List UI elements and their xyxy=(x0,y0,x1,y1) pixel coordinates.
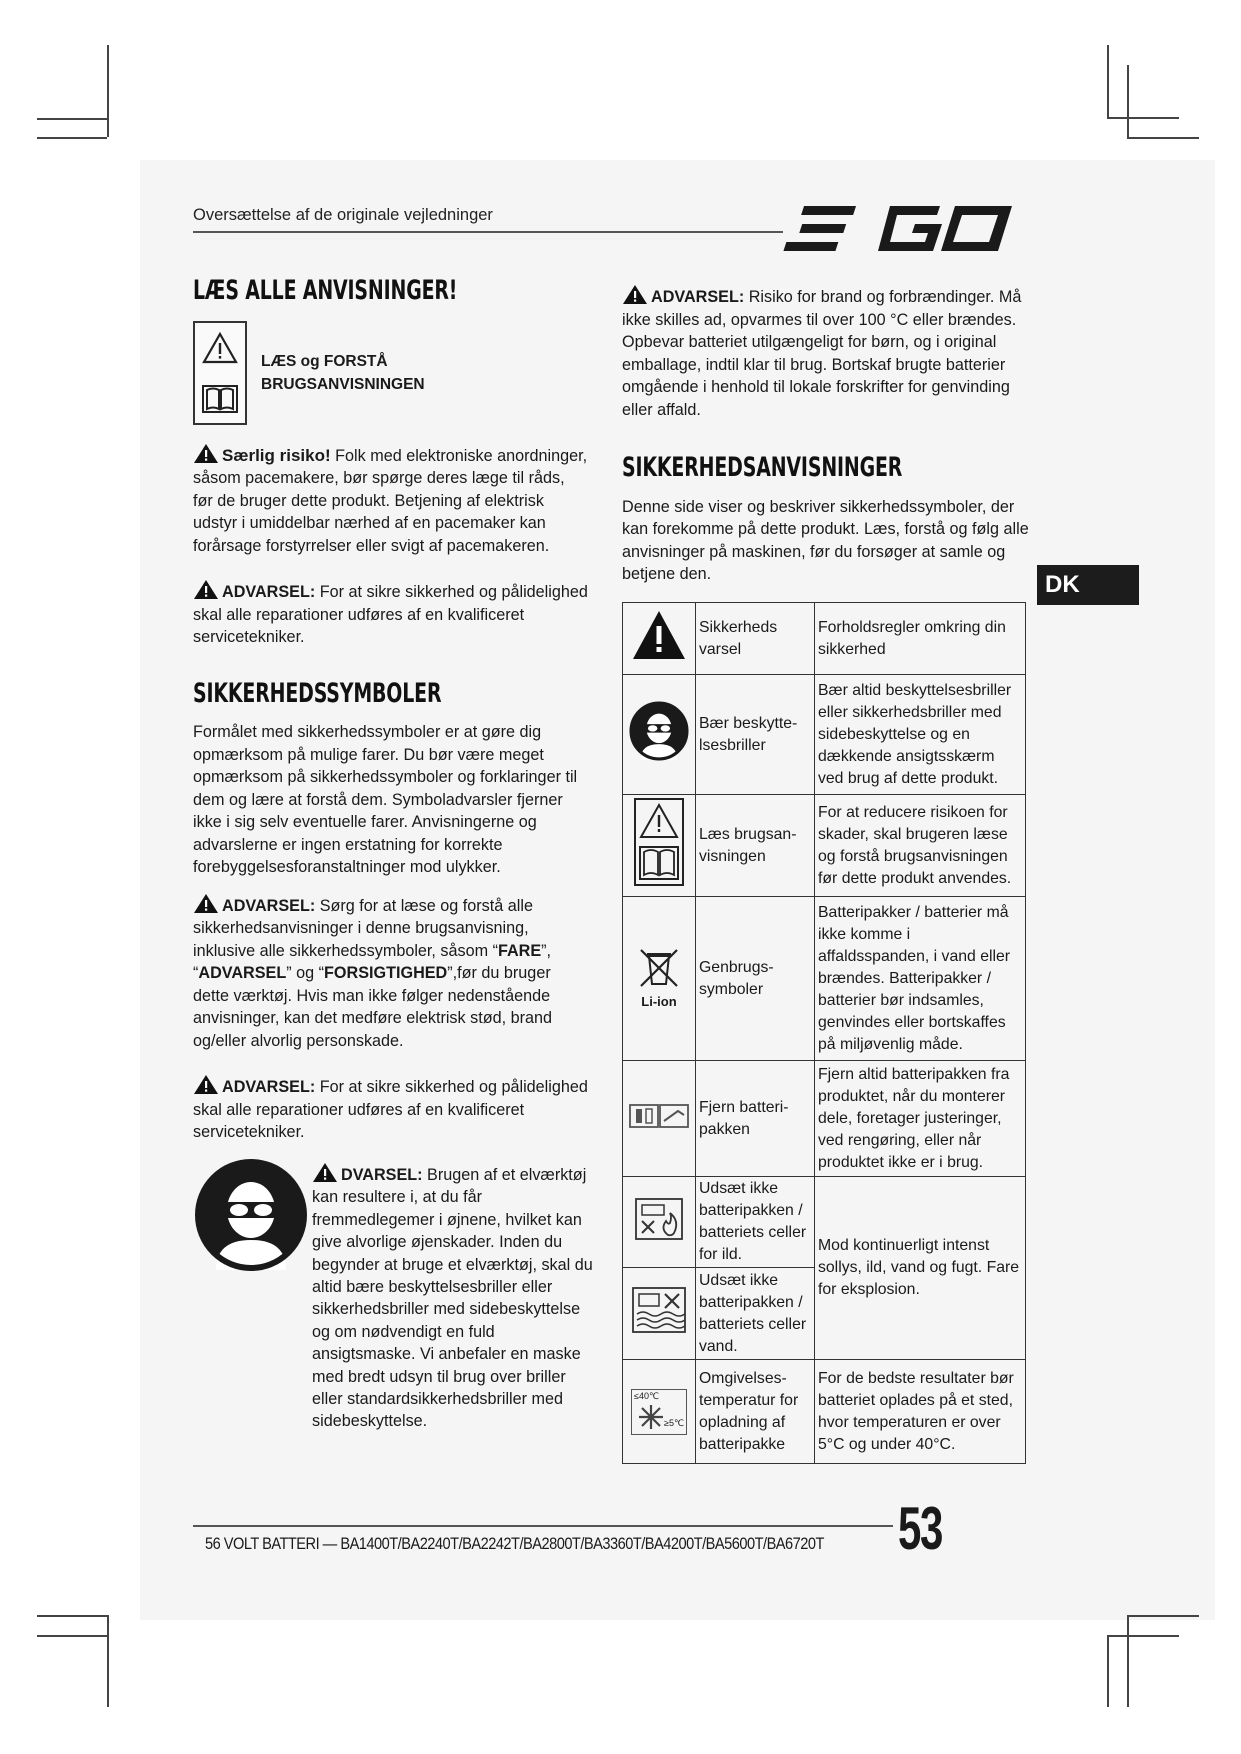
crop-mark xyxy=(107,1615,109,1707)
symbol-icon-cell xyxy=(623,795,696,897)
read-manual-icon xyxy=(633,797,685,887)
ego-logo xyxy=(800,200,1020,261)
crop-mark xyxy=(1127,1615,1129,1707)
symbol-name: Omgivelses-temperatur for opladning af batteripakke xyxy=(696,1360,815,1464)
symbol-name: Udsæt ikke batteripakken / batteriets celler vand. xyxy=(696,1268,815,1360)
warning-icon xyxy=(193,579,219,600)
li-ion-label: Li-ion xyxy=(641,994,677,1009)
table-row xyxy=(623,1061,1026,1177)
symbol-name: Genbrugs-symboler xyxy=(696,897,815,1061)
special-risk-label: Særlig risiko! xyxy=(222,445,331,465)
read-manual-line1: LÆS og FORSTÅ xyxy=(261,352,388,370)
footer-model-text: 56 VOLT BATTERI — BA1400T/BA2240T/BA2242T/BA2800T/BA3360T/BA4200T/BA5600T/BA6720T xyxy=(205,1534,824,1553)
symbol-description: Bær altid beskyttelsesbriller eller sikkerhedsbriller med sidebeskyttelse og en dækkende ansigtsskærm ved brug af dette produkt. xyxy=(815,675,1026,795)
warning-text-part: ” og “ xyxy=(286,964,325,982)
crop-mark xyxy=(37,137,107,139)
warning-label: ADVARSEL: xyxy=(222,583,316,601)
warning-icon xyxy=(193,1074,219,1095)
crop-mark xyxy=(1107,1635,1179,1637)
temp-min-label: ≥5℃ xyxy=(664,1417,685,1428)
symbol-icon-cell xyxy=(623,675,696,795)
heading-safety-symbols: SIKKERHEDSSYMBOLER xyxy=(193,677,442,709)
snowflake-icon xyxy=(638,1404,664,1430)
warning-label: ADVARSEL: xyxy=(222,896,316,915)
symbol-description: For de bedste resultater bør batteriet oplades på et sted, hvor temperaturen er over 5°C og under 40°C. xyxy=(815,1360,1026,1464)
remove-battery-icon xyxy=(628,1099,690,1131)
symbol-icon-cell xyxy=(623,1177,696,1268)
safety-glasses-large-icon xyxy=(196,1160,306,1275)
symbol-description: Mod kontinuerligt intenst sollys, ild, vand og fugt. Fare for eksplosion. xyxy=(815,1177,1026,1360)
crop-mark xyxy=(37,1635,107,1637)
header-subtitle: Oversættelse af de originale vejledninger xyxy=(193,206,493,224)
symbols-intro: Formålet med sikkerhedssymboler er at gøre dig opmærksom på mulige farer. Du bør være meget opmærksom på sikkerhedssymboler og forklaringer til dem og lære at forstå dem. Symboladvarsler fjerner ikke i sig selv eventuelle farer. Anvisningerne og advarslerne er ingen erstatning for korrekte forebyggelsesforanstaltninger mod ulykker. xyxy=(193,723,578,876)
crop-mark xyxy=(1107,1635,1109,1707)
right-column xyxy=(622,284,1032,586)
warning-repairs-paragraph-2 xyxy=(193,1074,588,1144)
warning-label: ADVARSEL: xyxy=(651,288,745,306)
warning-text: Risiko for brand og forbrændinger. Må ikke skilles ad, opvarmes til over 100 °C eller brændes. Opbevar batteriet utilgængeligt for børn, og i original emballage, indtil klar til brug. Bortskaf brugte batterier omgående i henhold til lokale forskrifter for genvinding eller affald. xyxy=(622,288,1022,419)
symbol-name: Udsæt ikke batteripakken / batteriets celler for ild. xyxy=(696,1177,815,1268)
heading-read-all: LÆS ALLE ANVISNINGER! xyxy=(193,275,458,306)
warning-text-part: Sørg for at læse og forstå alle sikkerhedsanvisninger i denne brugsanvisning, inklusive alle sikkerhedssymboler, såsom “ xyxy=(193,896,533,960)
warning-triangle-icon xyxy=(631,609,687,661)
symbol-name: Læs brugsan-visningen xyxy=(696,795,815,897)
crop-mark xyxy=(37,1615,109,1617)
no-fire-icon xyxy=(634,1197,684,1241)
symbol-icon-cell xyxy=(623,1360,696,1464)
temperature-icon xyxy=(631,1389,687,1435)
crop-mark xyxy=(1127,65,1129,137)
symbol-name: Sikkerheds varsel xyxy=(696,603,815,675)
read-manual-box xyxy=(193,321,588,425)
warning-text-part: ”,før du bruger dette værktøj. Hvis man ikke følger nedenstående anvisninger, kan det medføre elektrisk stød, brand og/eller alvorlig personskade. xyxy=(193,964,552,1050)
read-manual-box-icons xyxy=(193,321,247,425)
header-rule xyxy=(193,231,783,233)
language-tab: DK xyxy=(1037,565,1139,605)
symbol-description: Forholdsregler omkring din sikkerhed xyxy=(815,603,1026,675)
no-water-icon xyxy=(631,1286,687,1334)
warning-read-paragraph xyxy=(193,893,588,1053)
crop-mark xyxy=(37,118,109,120)
warning-icon xyxy=(622,284,648,305)
footer-rule xyxy=(193,1525,893,1527)
symbol-icon-cell xyxy=(623,1268,696,1360)
symbol-description: For at reducere risikoen for skader, skal brugeren læse og forstå brugsanvisningen før dette produkt anvendes. xyxy=(815,795,1026,897)
instructions-intro: Denne side viser og beskriver sikkerhedssymboler, der kan forekomme på dette produkt. Læs, forstå og følg alle anvisninger på maskinen, før du forsøger at samle og betjene den. xyxy=(622,497,1029,583)
safety-symbols-table xyxy=(622,602,1026,1464)
crop-mark xyxy=(1127,1615,1199,1617)
forsigtighed-term: FORSIGTIGHED xyxy=(324,964,448,982)
read-manual-line2: BRUGSANVISNINGEN xyxy=(261,375,425,393)
symbol-description: Batteripakker / batterier må ikke komme i affaldsspanden, i vand eller brændes. Batteripakker / batterier bør indsamles, genvindes eller bortskaffes på miljøvenlig måde. xyxy=(815,897,1026,1061)
safety-glasses-icon xyxy=(630,702,688,760)
warning-icon xyxy=(312,1162,338,1183)
warning-label: DVARSEL: xyxy=(341,1166,423,1184)
crop-mark xyxy=(1107,117,1179,119)
crop-mark xyxy=(107,45,109,137)
warning-eye-paragraph xyxy=(312,1162,597,1433)
table-row xyxy=(623,1360,1026,1464)
advarsel-term: ADVARSEL xyxy=(198,964,287,982)
special-risk-text: Folk med elektroniske anordninger, såsom pacemakere, bør spørge deres læge til råds, før de bruger dette produkt. Betjening af elektrisk udstyr i umiddelbar nærhed af en pacemaker kan forårsage forstyrrelser eller svigt af pacemakeren. xyxy=(193,446,588,555)
page-number: 53 xyxy=(898,1495,942,1562)
warning-text-part: ”, “ xyxy=(193,941,552,982)
warning-text: Brugen af et elværktøj kan resultere i, at du får fremmedlegemer i øjnene, hvilket kan give alvorlige øjenskader. Inden du begynder at bruge et elværktøj, skal du altid bære beskyttelsesbriller eller sikkerhedsbriller med sidebeskyttelse og om nødvendigt en fuld ansigtsmaske. Vi anbefaler en maske med bredt udsyn til brug over briller eller standardsikkerhedsbriller med sidebeskyttelse. xyxy=(312,1166,593,1431)
crop-mark xyxy=(1127,137,1199,139)
symbol-name: Bær beskytte-lsesbriller xyxy=(696,675,815,795)
symbol-name: Fjern batteri-pakken xyxy=(696,1061,815,1177)
recycling-bin-icon xyxy=(637,948,681,988)
warning-icon xyxy=(193,893,219,914)
table-row xyxy=(623,897,1026,1061)
temp-max-label: ≤40℃ xyxy=(634,1390,660,1401)
warning-text: For at sikre sikkerhed og pålidelighed skal alle reparationer udføres af en kvalificeret servicetekniker. xyxy=(193,1078,588,1141)
book-icon xyxy=(201,382,239,414)
left-column xyxy=(193,275,588,1144)
warning-label: ADVARSEL: xyxy=(222,1078,316,1096)
table-row xyxy=(623,675,1026,795)
special-risk-paragraph xyxy=(193,443,588,558)
symbol-description: Fjern altid batteripakken fra produktet, når du monterer dele, foretager justeringer, ved rengøring, eller når produktet ikke er i brug. xyxy=(815,1061,1026,1177)
warning-text: For at sikre sikkerhed og pålidelighed skal alle reparationer udføres af en kvalificeret servicetekniker. xyxy=(193,583,588,646)
warning-icon xyxy=(193,443,219,464)
symbol-icon-cell xyxy=(623,603,696,675)
fare-term: FARE xyxy=(497,941,542,960)
table-row xyxy=(623,1177,1026,1268)
symbol-icon-cell xyxy=(623,897,696,1061)
warning-outline-icon xyxy=(202,331,238,365)
crop-mark xyxy=(1107,45,1109,117)
symbol-icon-cell xyxy=(623,1061,696,1177)
fire-warning-paragraph xyxy=(622,284,1032,421)
warning-repairs-paragraph xyxy=(193,579,588,649)
table-row xyxy=(623,603,1026,675)
heading-safety-instructions: SIKKERHEDSANVISNINGER xyxy=(622,452,903,483)
table-row xyxy=(623,795,1026,897)
